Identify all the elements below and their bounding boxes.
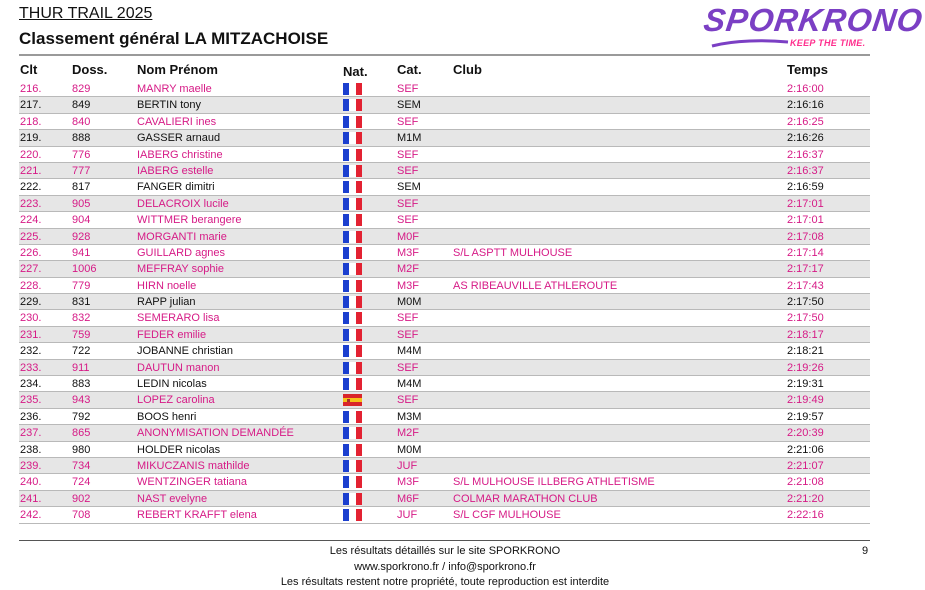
table-row — [19, 212, 870, 228]
table-row — [19, 409, 870, 425]
time-cell: 2:21:08 — [787, 476, 824, 489]
france-flag-icon — [343, 427, 362, 439]
category-cell: M0M — [397, 296, 422, 309]
france-flag-icon — [343, 214, 362, 226]
rank-cell: 230. — [20, 312, 42, 325]
category-cell: JUF — [397, 509, 418, 522]
table-row — [19, 343, 870, 359]
rank-cell: 233. — [20, 361, 42, 374]
rank-cell: 218. — [20, 115, 42, 128]
sporkrono-logo — [701, 2, 925, 54]
time-cell: 2:17:50 — [787, 312, 824, 325]
table-row — [19, 442, 870, 458]
france-flag-icon — [343, 362, 362, 374]
name-cell: WITTMER berangere — [137, 214, 242, 227]
club-cell: S/L MULHOUSE ILLBERG ATHLETISME — [453, 476, 655, 489]
bib-cell: 831 — [72, 296, 91, 309]
france-flag-icon — [343, 312, 362, 324]
category-cell: SEF — [397, 361, 419, 374]
table-row — [19, 392, 870, 408]
time-cell: 2:19:49 — [787, 394, 824, 407]
rank-cell: 221. — [20, 164, 42, 177]
bib-cell: 865 — [72, 427, 91, 440]
bib-cell: 724 — [72, 476, 91, 489]
club-cell: S/L ASPTT MULHOUSE — [453, 246, 573, 259]
name-cell: BOOS henri — [137, 410, 197, 423]
event-title: THUR TRAIL 2025 — [19, 5, 153, 22]
bib-cell: 883 — [72, 378, 91, 391]
time-cell: 2:19:31 — [787, 378, 824, 391]
table-row — [19, 310, 870, 326]
name-cell: NAST evelyne — [137, 492, 208, 505]
time-cell: 2:16:00 — [787, 83, 824, 95]
time-cell: 2:16:25 — [787, 115, 824, 128]
time-cell: 2:17:01 — [787, 197, 824, 210]
time-cell: 2:16:26 — [787, 132, 824, 145]
table-row — [19, 179, 870, 195]
rank-cell: 231. — [20, 328, 42, 341]
category-cell: M3F — [397, 476, 419, 489]
name-cell: IABERG estelle — [137, 164, 214, 177]
table-row — [19, 425, 870, 441]
name-cell: WENTZINGER tatiana — [137, 476, 248, 489]
category-cell: SEF — [397, 83, 419, 95]
bib-cell: 943 — [72, 394, 91, 407]
table-row — [19, 81, 870, 97]
bib-cell: 779 — [72, 279, 91, 292]
col-cat: Cat. — [397, 62, 422, 77]
time-cell: 2:22:16 — [787, 509, 824, 522]
name-cell: SEMERARO lisa — [137, 312, 220, 325]
rank-cell: 220. — [20, 148, 42, 161]
france-flag-icon — [343, 460, 362, 472]
time-cell: 2:17:14 — [787, 246, 824, 259]
france-flag-icon — [343, 198, 362, 210]
name-cell: FANGER dimitri — [137, 181, 215, 194]
bib-cell: 941 — [72, 246, 91, 259]
col-clt: Clt — [20, 62, 38, 77]
bib-cell: 776 — [72, 148, 91, 161]
table-row — [19, 229, 870, 245]
rank-cell: 217. — [20, 99, 42, 112]
category-cell: M4M — [397, 378, 422, 391]
name-cell: IABERG christine — [137, 148, 223, 161]
rank-cell: 234. — [20, 378, 42, 391]
rank-cell: 242. — [20, 509, 42, 522]
france-flag-icon — [343, 263, 362, 275]
name-cell: RAPP julian — [137, 296, 196, 309]
france-flag-icon — [343, 378, 362, 390]
col-name: Nom Prénom — [137, 62, 218, 77]
table-row — [19, 458, 870, 474]
bib-cell: 792 — [72, 410, 91, 423]
rank-cell: 226. — [20, 246, 42, 259]
rank-cell: 225. — [20, 230, 42, 243]
name-cell: REBERT KRAFFT elena — [137, 509, 257, 522]
footer-line-1: Les résultats détaillés sur le site SPORKRONO — [329, 545, 561, 557]
name-cell: HIRN noelle — [137, 279, 197, 292]
name-cell: JOBANNE christian — [137, 345, 233, 358]
category-cell: SEF — [397, 214, 419, 227]
france-flag-icon — [343, 345, 362, 357]
col-doss: Doss. — [72, 62, 108, 77]
name-cell: CAVALIERI ines — [137, 115, 217, 128]
category-cell: SEF — [397, 394, 419, 407]
bib-cell: 829 — [72, 83, 91, 95]
table-row — [19, 376, 870, 392]
name-cell: DAUTUN manon — [137, 361, 220, 374]
rank-cell: 219. — [20, 132, 42, 145]
club-cell: COLMAR MARATHON CLUB — [453, 492, 598, 505]
category-cell: SEF — [397, 197, 419, 210]
france-flag-icon — [343, 296, 362, 308]
table-row — [19, 360, 870, 376]
france-flag-icon — [343, 149, 362, 161]
name-cell: MANRY maelle — [137, 83, 212, 95]
category-cell: SEM — [397, 181, 421, 194]
bib-cell: 904 — [72, 214, 91, 227]
rank-cell: 237. — [20, 427, 42, 440]
category-cell: SEF — [397, 328, 419, 341]
category-cell: M3F — [397, 279, 419, 292]
france-flag-icon — [343, 116, 362, 128]
category-cell: M6F — [397, 492, 419, 505]
table-row — [19, 294, 870, 310]
table-row — [19, 147, 870, 163]
footer-line-3: Les résultats restent notre propriété, toute reproduction est interdite — [280, 576, 610, 588]
category-cell: M2F — [397, 427, 419, 440]
rank-cell: 236. — [20, 410, 42, 423]
rank-cell: 227. — [20, 263, 42, 276]
france-flag-icon — [343, 247, 362, 259]
footer-line-2: www.sporkrono.fr / info@sporkrono.fr — [354, 561, 536, 573]
bib-cell: 722 — [72, 345, 91, 358]
france-flag-icon — [343, 181, 362, 193]
footer-divider — [19, 540, 870, 541]
france-flag-icon — [343, 165, 362, 177]
name-cell: HOLDER nicolas — [137, 443, 221, 456]
france-flag-icon — [343, 231, 362, 243]
bib-cell: 905 — [72, 197, 91, 210]
rank-cell: 228. — [20, 279, 42, 292]
time-cell: 2:16:59 — [787, 181, 824, 194]
rank-cell: 235. — [20, 394, 42, 407]
name-cell: GASSER arnaud — [137, 132, 221, 145]
name-cell: LOPEZ carolina — [137, 394, 215, 407]
category-cell: M1M — [397, 132, 422, 145]
france-flag-icon — [343, 476, 362, 488]
name-cell: MIKUCZANIS mathilde — [137, 459, 250, 472]
table-row — [19, 97, 870, 113]
club-cell: AS RIBEAUVILLE ATHLEROUTE — [453, 279, 618, 292]
table-header — [19, 62, 870, 80]
rank-cell: 232. — [20, 345, 42, 358]
results-table — [19, 81, 870, 524]
time-cell: 2:18:21 — [787, 345, 824, 358]
time-cell: 2:17:43 — [787, 279, 824, 292]
france-flag-icon — [343, 493, 362, 505]
time-cell: 2:17:17 — [787, 263, 824, 276]
france-flag-icon — [343, 132, 362, 144]
bib-cell: 911 — [72, 361, 90, 374]
category-cell: SEF — [397, 312, 419, 325]
time-cell: 2:17:01 — [787, 214, 824, 227]
bib-cell: 928 — [72, 230, 91, 243]
time-cell: 2:16:37 — [787, 148, 824, 161]
france-flag-icon — [343, 280, 362, 292]
category-cell: SEF — [397, 148, 419, 161]
france-flag-icon — [343, 444, 362, 456]
table-row — [19, 130, 870, 146]
logo-tagline: KEEP THE TIME. — [790, 38, 866, 48]
rank-cell: 241. — [20, 492, 42, 505]
bib-cell: 1006 — [72, 263, 97, 276]
france-flag-icon — [343, 99, 362, 111]
category-cell: SEM — [397, 99, 421, 112]
rank-cell: 229. — [20, 296, 42, 309]
category-cell: SEF — [397, 115, 419, 128]
category-cell: M4M — [397, 345, 422, 358]
name-cell: FEDER emilie — [137, 328, 207, 341]
bib-cell: 888 — [72, 132, 91, 145]
bib-cell: 777 — [72, 164, 91, 177]
category-cell: M3M — [397, 410, 422, 423]
bib-cell: 734 — [72, 459, 91, 472]
table-row — [19, 474, 870, 490]
time-cell: 2:17:08 — [787, 230, 824, 243]
time-cell: 2:21:07 — [787, 459, 824, 472]
france-flag-icon — [343, 411, 362, 423]
bib-cell: 902 — [72, 492, 91, 505]
time-cell: 2:18:17 — [787, 328, 824, 341]
time-cell: 2:16:37 — [787, 164, 824, 177]
bib-cell: 832 — [72, 312, 91, 325]
table-row — [19, 163, 870, 179]
bib-cell: 849 — [72, 99, 91, 112]
table-row — [19, 261, 870, 277]
table-row — [19, 114, 870, 130]
france-flag-icon — [343, 329, 362, 341]
time-cell: 2:19:57 — [787, 410, 824, 423]
category-cell: M0M — [397, 443, 422, 456]
time-cell: 2:20:39 — [787, 427, 824, 440]
rank-cell: 240. — [20, 476, 42, 489]
time-cell: 2:19:26 — [787, 361, 824, 374]
category-cell: M3F — [397, 246, 419, 259]
name-cell: GUILLARD agnes — [137, 246, 226, 259]
name-cell: ANONYMISATION DEMANDÉE — [137, 427, 294, 440]
logo-text: SPORKRONO — [701, 2, 925, 38]
col-club: Club — [453, 62, 482, 77]
bib-cell: 980 — [72, 443, 91, 456]
time-cell: 2:17:50 — [787, 296, 824, 309]
bib-cell: 817 — [72, 181, 91, 194]
bib-cell: 708 — [72, 509, 91, 522]
spain-flag-icon — [343, 394, 362, 406]
bib-cell: 840 — [72, 115, 91, 128]
name-cell: BERTIN tony — [137, 99, 201, 112]
rank-cell: 224. — [20, 214, 42, 227]
rank-cell: 239. — [20, 459, 42, 472]
name-cell: MORGANTI marie — [137, 230, 227, 243]
table-row — [19, 196, 870, 212]
category-cell: M0F — [397, 230, 419, 243]
time-cell: 2:21:06 — [787, 443, 824, 456]
page-number: 9 — [862, 545, 869, 557]
category-cell: JUF — [397, 459, 418, 472]
table-row — [19, 327, 870, 343]
rank-cell: 238. — [20, 443, 42, 456]
ranking-subtitle: Classement général LA MITZACHOISE — [19, 29, 329, 48]
name-cell: DELACROIX lucile — [137, 197, 229, 210]
logo-swoosh-icon — [710, 38, 790, 48]
col-time: Temps — [787, 62, 828, 77]
bib-cell: 759 — [72, 328, 91, 341]
club-cell: S/L CGF MULHOUSE — [453, 509, 561, 522]
time-cell: 2:16:16 — [787, 99, 824, 112]
col-nat: Nat. — [343, 64, 368, 79]
rank-cell: 216. — [20, 83, 42, 95]
table-row — [19, 507, 870, 523]
category-cell: SEF — [397, 164, 419, 177]
category-cell: M2F — [397, 263, 419, 276]
france-flag-icon — [343, 509, 362, 521]
france-flag-icon — [343, 83, 362, 95]
rank-cell: 222. — [20, 181, 42, 194]
table-row — [19, 245, 870, 261]
rank-cell: 223. — [20, 197, 42, 210]
table-row — [19, 278, 870, 294]
name-cell: LEDIN nicolas — [137, 378, 207, 391]
table-row — [19, 491, 870, 507]
header-divider — [19, 54, 870, 56]
time-cell: 2:21:20 — [787, 492, 824, 505]
name-cell: MEFFRAY sophie — [137, 263, 225, 276]
